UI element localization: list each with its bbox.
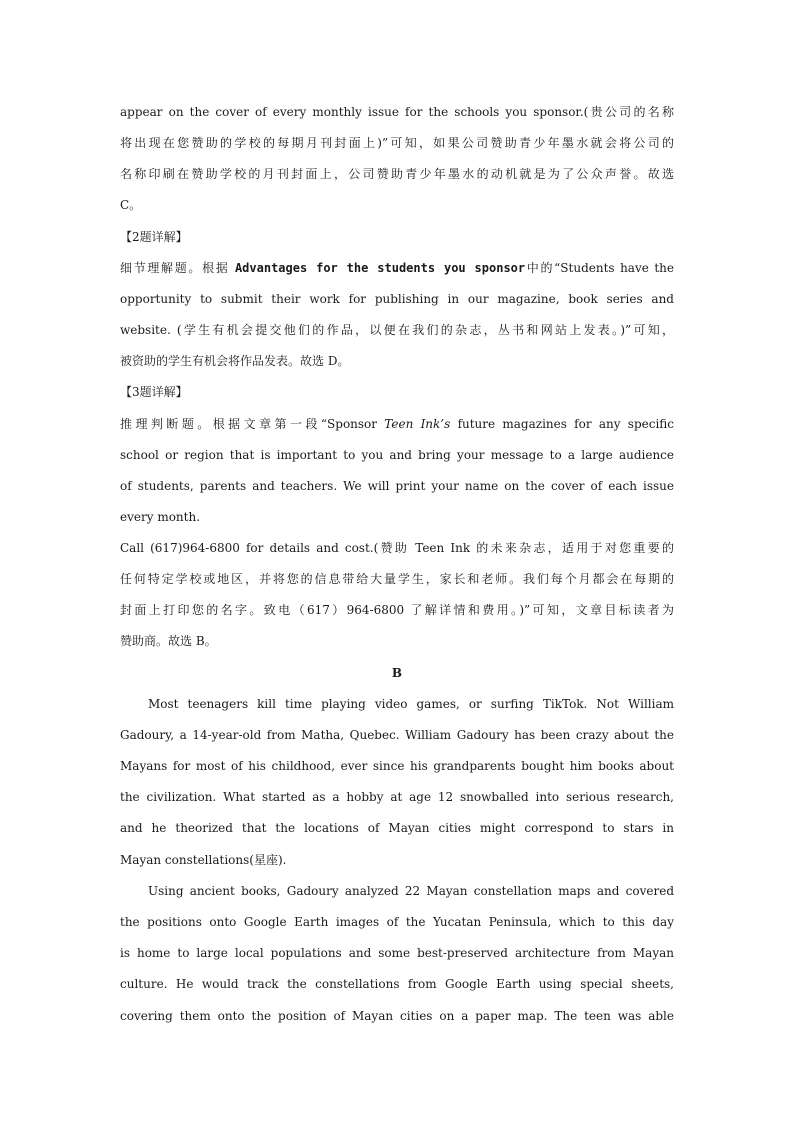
text-line: C。: [120, 198, 142, 212]
text-line: 名称印刷在赞助学校的月刊封面上，公司赞助青少年墨水的动机就是为了公众声誉。故选: [120, 167, 674, 181]
text-line: 任何特定学校或地区，并将您的信息带给大量学生，家长和老师。我们每个月都会在每期的: [120, 572, 674, 586]
text-line: the civilization. What started as a hobby at age 12 snowballed into serious research,: [120, 790, 674, 804]
text-line: of students, parents and teachers. We will print your name on the cover of each issue: [120, 479, 674, 493]
text-line: 赞助商。故选 B。: [120, 634, 217, 648]
text-line: Mayans for most of his childhood, ever since his grandparents bought him books about: [120, 759, 674, 773]
q2-first-line-prefix: 细节理解题。根据: [120, 261, 235, 275]
text-line: 封面上打印您的名字。致电（617）964-6800 了解详情和费用。)”可知，文章目标读者为: [120, 603, 674, 617]
text-line: opportunity to submit their work for publishing in our magazine, book series and: [120, 292, 674, 306]
text-line: every month.: [120, 510, 201, 524]
q3-heading: 【3题详解】: [120, 385, 188, 399]
q3-first-line-suffix: future magazines for any specific: [450, 417, 674, 431]
text-line: Mayan constellations(星座).: [120, 853, 287, 867]
q2-first-line-suffix: 中的“Students have the: [525, 261, 674, 275]
text-line: Gadoury, a 14-year-old from Matha, Quebec. William Gadoury has been crazy about the: [120, 728, 674, 742]
text-line: Using ancient books, Gadoury analyzed 22 Mayan constellation maps and covered: [148, 884, 674, 898]
text-line: is home to large local populations and some best-preserved architecture from Mayan: [120, 946, 674, 960]
q3-first-line: [120, 414, 674, 434]
q3-italic-title: Teen Ink’s: [384, 417, 451, 431]
q3-first-line-prefix: 推理判断题。根据文章第一段“Sponsor: [120, 417, 385, 431]
text-line: and he theorized that the locations of Mayan cities might correspond to stars in: [120, 821, 674, 835]
text-line: 被资助的学生有机会将作品发表。故选 D。: [120, 354, 350, 368]
text-line: 将出现在您赞助的学校的每期月刊封面上)”可知，如果公司赞助青少年墨水就会将公司的: [120, 136, 674, 150]
text-line: Most teenagers kill time playing video games, or surfing TikTok. Not William: [148, 697, 674, 711]
text-line: the positions onto Google Earth images of the Yucatan Peninsula, which to this day: [120, 915, 674, 929]
text-line: Call (617)964-6800 for details and cost.(赞助 Teen Ink 的未来杂志，适用于对您重要的: [120, 541, 674, 555]
q2-first-line: [120, 258, 674, 278]
text-line: culture. He would track the constellations from Google Earth using special sheets,: [120, 977, 674, 991]
text-line: covering them onto the position of Mayan cities on a paper map. The teen was able: [120, 1009, 674, 1023]
q2-bold-title: Advantages for the students you sponsor: [234, 261, 526, 275]
text-line: website. (学生有机会提交他们的作品，以便在我们的杂志，丛书和网站上发表。)”可知，: [120, 323, 674, 337]
text-line: appear on the cover of every monthly issue for the schools you sponsor.(贵公司的名称: [120, 105, 674, 119]
passage-label: B: [391, 666, 403, 680]
text-line: school or region that is important to you and bring your message to a large audience: [120, 448, 674, 462]
q2-heading: 【2题详解】: [120, 230, 188, 244]
